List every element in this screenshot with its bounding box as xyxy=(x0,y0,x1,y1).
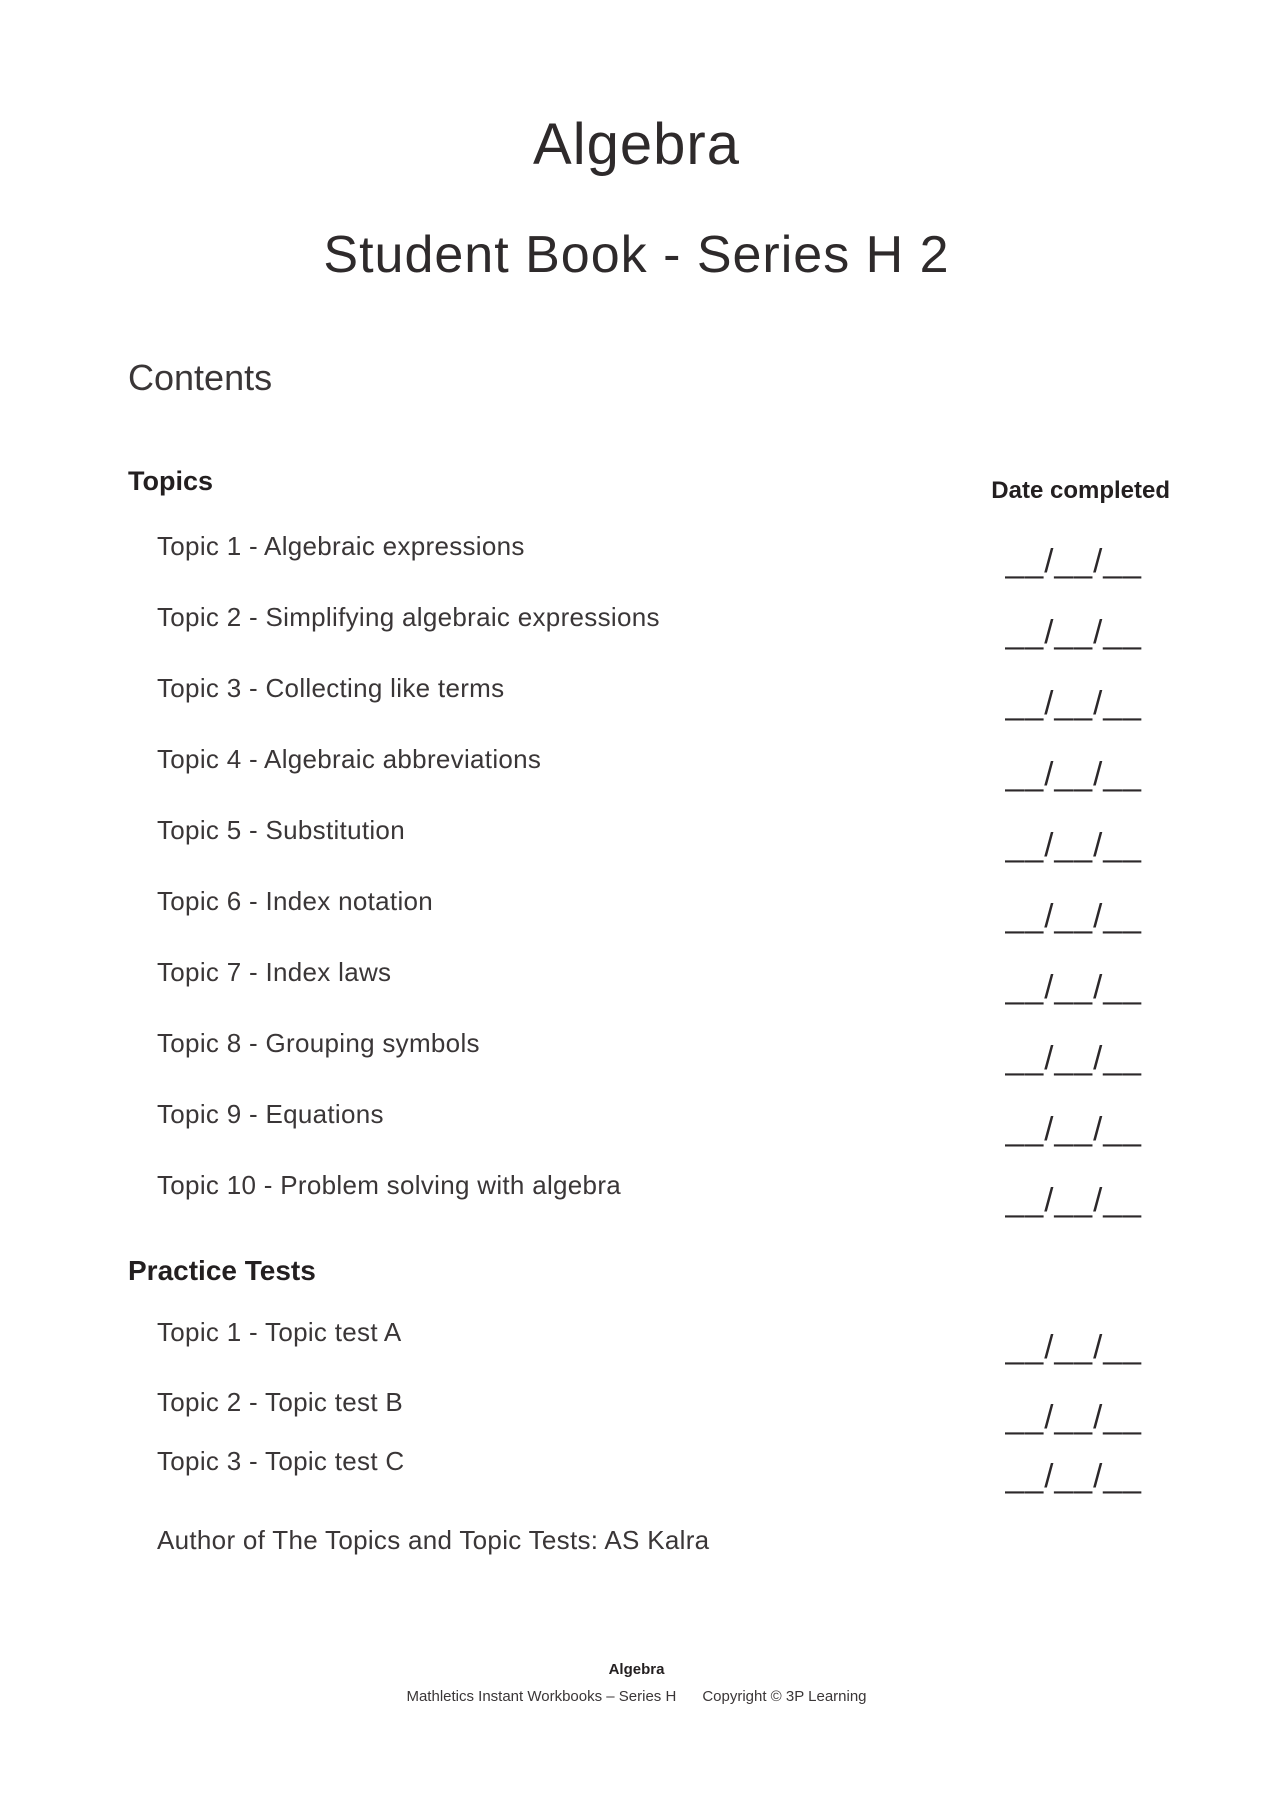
practice-test-row xyxy=(0,1388,1273,1448)
date-completed-blank: __/__/__ xyxy=(1005,1457,1142,1494)
topic-row xyxy=(0,674,1273,734)
author-line: Author of The Topics and Topic Tests: AS Kalra xyxy=(157,1525,710,1555)
page-subtitle: Student Book - Series H 2 xyxy=(323,226,950,284)
practice-tests-section-heading: Practice Tests xyxy=(128,1255,316,1286)
topic-row xyxy=(0,745,1273,805)
practice-test-row xyxy=(0,1447,1273,1507)
date-completed-blank: __/__/__ xyxy=(1005,755,1142,792)
date-completed-blank: __/__/__ xyxy=(1005,684,1142,721)
topic-label: Topic 2 - Simplifying algebraic expressions xyxy=(157,602,660,632)
practice-test-row xyxy=(0,1318,1273,1378)
topic-row xyxy=(0,532,1273,592)
date-completed-blank: __/__/__ xyxy=(1005,1039,1142,1076)
topic-label: Topic 4 - Algebraic abbreviations xyxy=(157,744,542,774)
footer-copyright: Copyright © 3P Learning xyxy=(702,1688,867,1705)
topics-section-heading: Topics xyxy=(128,466,214,496)
date-completed-blank: __/__/__ xyxy=(1005,1398,1142,1435)
date-completed-blank: __/__/__ xyxy=(1005,968,1142,1005)
practice-test-label: Topic 3 - Topic test C xyxy=(157,1446,405,1476)
topic-row xyxy=(0,958,1273,1018)
topic-label: Topic 3 - Collecting like terms xyxy=(157,673,505,703)
date-completed-blank: __/__/__ xyxy=(1005,1181,1142,1218)
topic-label: Topic 6 - Index notation xyxy=(157,886,434,916)
topic-row xyxy=(0,1100,1273,1160)
date-completed-blank: __/__/__ xyxy=(1005,897,1142,934)
footer-book-title: Algebra xyxy=(608,1661,665,1678)
topic-label: Topic 8 - Grouping symbols xyxy=(157,1028,480,1058)
topic-row xyxy=(0,816,1273,876)
topic-label: Topic 9 - Equations xyxy=(157,1099,384,1129)
topic-label: Topic 10 - Problem solving with algebra xyxy=(157,1170,622,1200)
contents-heading: Contents xyxy=(128,357,273,398)
date-completed-blank: __/__/__ xyxy=(1005,1110,1142,1147)
date-completed-blank: __/__/__ xyxy=(1005,542,1142,579)
practice-test-label: Topic 1 - Topic test A xyxy=(157,1317,402,1347)
date-completed-column-heading: Date completed xyxy=(991,477,1170,504)
topic-row xyxy=(0,887,1273,947)
topic-row xyxy=(0,1171,1273,1231)
page-title: Algebra xyxy=(533,112,740,177)
footer-imprint-line xyxy=(0,1689,1273,1704)
topic-label: Topic 7 - Index laws xyxy=(157,957,392,987)
footer-imprint: Mathletics Instant Workbooks – Series H xyxy=(406,1688,677,1705)
topic-row xyxy=(0,603,1273,663)
date-completed-blank: __/__/__ xyxy=(1005,1328,1142,1365)
topic-row xyxy=(0,1029,1273,1089)
date-completed-blank: __/__/__ xyxy=(1005,826,1142,863)
topic-label: Topic 1 - Algebraic expressions xyxy=(157,531,525,561)
practice-test-label: Topic 2 - Topic test B xyxy=(157,1387,404,1417)
date-completed-blank: __/__/__ xyxy=(1005,613,1142,650)
topic-label: Topic 5 - Substitution xyxy=(157,815,405,845)
